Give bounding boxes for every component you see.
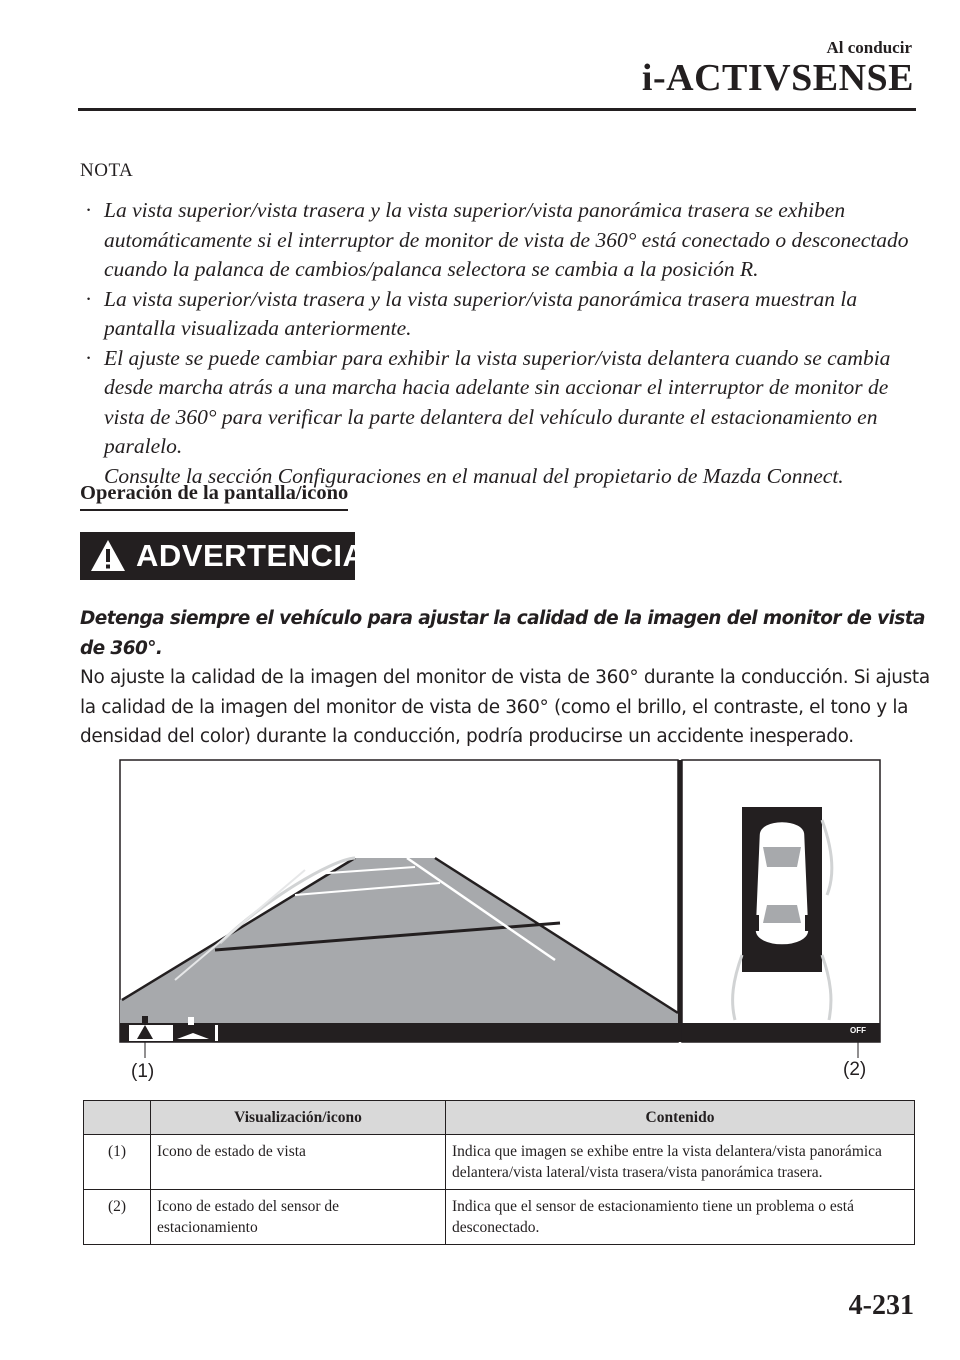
table-header-cell	[84, 1101, 151, 1135]
table-row	[84, 1190, 915, 1245]
note-item	[80, 344, 920, 492]
bullet-icon: ·	[85, 286, 93, 311]
bullet-icon: ·	[85, 198, 93, 222]
warning-text	[80, 604, 940, 752]
parking-sensor-status-icon	[845, 1013, 871, 1041]
monitor-screen	[115, 755, 885, 1085]
note-item	[80, 285, 920, 344]
table-header-cell: Visualización/icono	[151, 1101, 446, 1135]
warning-label: ADVERTENCIA	[136, 538, 366, 573]
warning-bold-text: Detenga siempre el vehículo para ajustar la calidad de la imagen del monitor de vista de 360°.	[80, 608, 925, 659]
warning-triangle-icon	[90, 538, 126, 574]
warning-banner	[80, 532, 366, 580]
table-cell-content: Indica que imagen se exhibe entre la vista delantera/vista panorámica delantera/vista lateral/vista trasera/vista panorámica trasera.	[446, 1135, 915, 1190]
section-heading: Operación de la pantalla/icono	[80, 482, 348, 511]
callout-1: (1)	[131, 1061, 155, 1082]
sensor-off-label: OFF	[850, 1026, 866, 1035]
table-header-row	[84, 1101, 915, 1135]
table-header-cell: Contenido	[446, 1101, 915, 1135]
note-item-text: La vista superior/vista trasera y la vista superior/vista panorámica trasera se exhiben automáticamente si el interruptor de monitor de vista de 360° está conectado o desconectado cuando la palanca de cambios/palanca selectora se cambia a la posición R.	[104, 198, 909, 281]
header-divider	[78, 108, 916, 111]
note-item-text: La vista superior/vista trasera y la vista superior/vista panorámica trasera muestran la pantalla visualizada anteriormente.	[104, 286, 858, 340]
note-item-subtext: Consulte la sección Configuraciones en el manual del propietario de Mazda Connect.	[104, 463, 844, 488]
car-top-view-icon	[751, 822, 813, 946]
callout-2: (2)	[843, 1059, 867, 1080]
table-cell-display: Icono de estado del sensor de estacionamiento	[151, 1190, 446, 1245]
table-cell-display: Icono de estado de vista	[151, 1135, 446, 1190]
note-item	[80, 196, 920, 285]
status-bar-left	[120, 1023, 678, 1042]
header-section-label: Al conducir	[826, 38, 912, 57]
sensor-p-label: P	[847, 1011, 856, 1025]
note-item-text: El ajuste se puede cambiar para exhibir la vista superior/vista delantera cuando se cambia desde marcha atrás a una marcha hacia adelante sin accionar el interruptor de monitor de vista de 360° para verificar la parte delantera del vehículo durante el estacionamiento en paralelo.	[104, 345, 891, 458]
page-number: 4-231	[848, 1290, 914, 1321]
info-table	[83, 1100, 915, 1245]
bullet-icon: ·	[85, 345, 93, 370]
table-row	[84, 1135, 915, 1190]
table-cell-num: (2)	[84, 1190, 151, 1245]
note-list	[80, 196, 920, 491]
note-title: NOTA	[80, 160, 134, 181]
table-cell-num: (1)	[84, 1135, 151, 1190]
warning-body-text: No ajuste la calidad de la imagen del monitor de vista de 360° durante la conducción. Si ajusta la calidad de la imagen del monitor de vista de 360° (como el brillo, el contraste, el tono y la densidad del color) durante la conducción, podría producirse un accidente inesperado.	[80, 667, 930, 747]
table-cell-content: Indica que el sensor de estacionamiento tiene un problema o está desconectado.	[446, 1190, 915, 1245]
monitor-illustration	[115, 755, 885, 1085]
header-chapter-title: i-ACTIVSENSE	[641, 57, 914, 99]
